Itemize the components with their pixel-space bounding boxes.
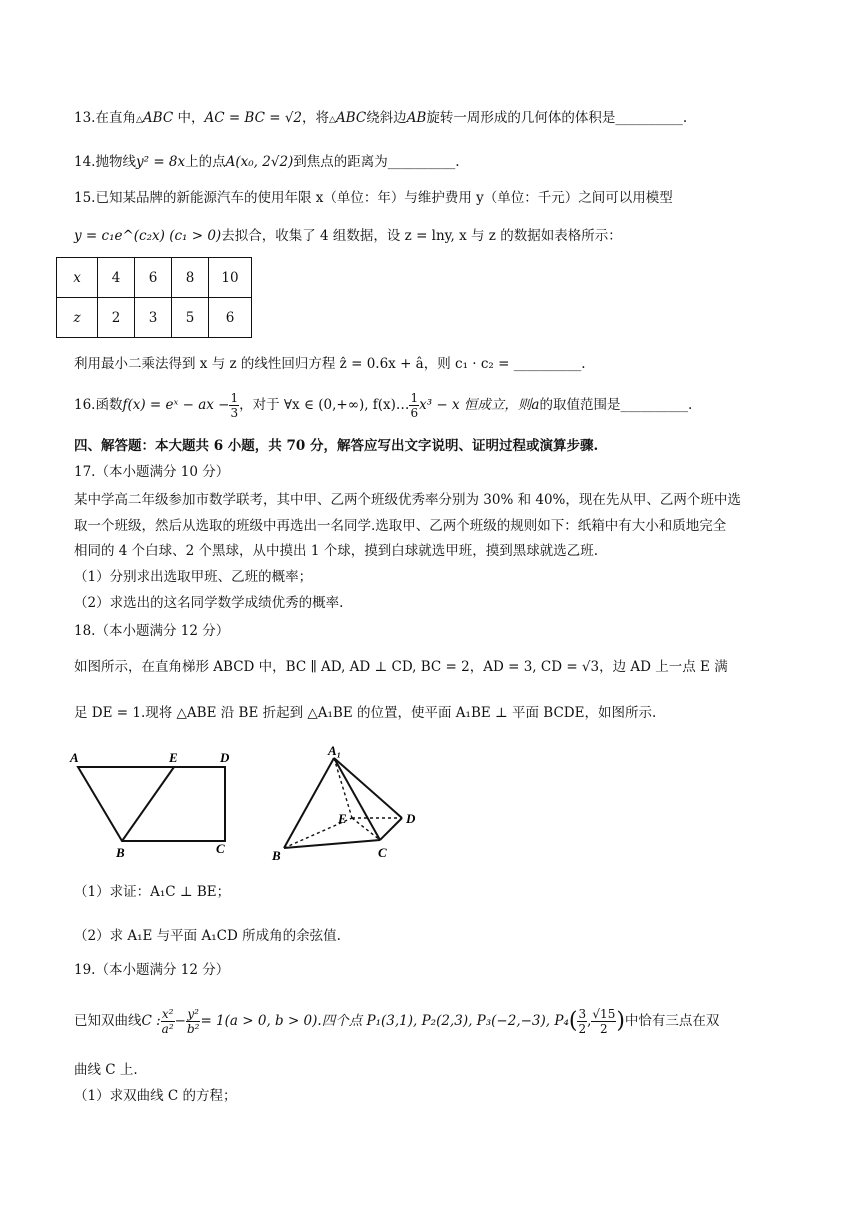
- q19-heading: 19.（本小题满分 12 分）: [74, 962, 230, 978]
- fraction: [229, 391, 239, 420]
- q16-function: f(x) = eˣ − ax −: [122, 397, 230, 413]
- fraction-denominator: 2: [578, 1022, 587, 1036]
- fraction-denominator: a²: [161, 1022, 174, 1036]
- paren-close: ): [616, 1008, 625, 1034]
- q13-mid3: 绕斜边: [366, 110, 407, 126]
- q19-line1: 已知双曲线C : $\frac{\text{x²}}{\text{a²}}$ − $\frac{\text{y²}}{\text{b²}}$ = 1(a > 0, b > 0).四个点 P₁(3,1), P₂(2,3), P₃(−2,−3), P₄( $\frac{3}{2}$ , $\frac{√15}{2}$ )中恰有三点在双: [74, 1007, 720, 1036]
- q17-heading: 17.（本小题满分 10 分）: [74, 464, 230, 480]
- table-cell: 4: [98, 258, 135, 298]
- q13-equation: AC = BC = √2: [204, 110, 303, 126]
- label-d: D: [406, 811, 416, 826]
- q18-heading: 18.（本小题满分 12 分）: [74, 623, 230, 639]
- fraction-numerator: y²: [187, 1007, 199, 1021]
- table-cell: 8: [172, 258, 209, 298]
- fraction-numerator: 3: [578, 1007, 587, 1021]
- table-row-header: x: [57, 258, 98, 298]
- q19-subquestion-1: （1）求双曲线 C 的方程；: [74, 1088, 237, 1104]
- q14-tail: 到焦点的距离为__________.: [293, 154, 460, 170]
- section-heading: 四、解答题：本大题共 6 小题，共 70 分，解答应写出文字说明、证明过程或演算步骤.: [74, 438, 599, 454]
- triangle-symbol: △: [135, 115, 143, 125]
- table-cell: 6: [135, 258, 172, 298]
- table-cell: 5: [172, 298, 209, 338]
- q19-c: C :: [141, 1013, 161, 1029]
- q16-a: a: [531, 397, 540, 413]
- q17-paragraph-line: 某中学高二年级参加市数学联考，其中甲、乙两个班级优秀率分别为 30% 和 40%，现在先从甲、乙两个班中选: [74, 492, 741, 508]
- q13-tail: 旋转一周形成的几何体的体积是__________.: [426, 110, 688, 126]
- q19-condition: = 1(a > 0, b > 0): [200, 1013, 318, 1029]
- q19-tail: 中恰有三点在双: [624, 1013, 720, 1029]
- q13-ab: AB: [406, 110, 427, 126]
- trapezoid-figure: [60, 745, 260, 865]
- question-14: [74, 152, 800, 172]
- label-e: E: [169, 750, 178, 765]
- q13-lead: 13.在直角: [74, 110, 136, 126]
- q14-equation: y² = 8x: [135, 154, 186, 170]
- q17-subquestion-1: （1）分别求出选取甲班、乙班的概率；: [74, 569, 313, 585]
- question-13: [74, 108, 800, 130]
- q13-mid2: ，将: [302, 110, 330, 126]
- q14-lead: 14.抛物线: [74, 154, 136, 170]
- fraction-denominator: 6: [410, 406, 419, 420]
- table-row-header: z: [57, 298, 98, 338]
- table-cell: 10: [209, 258, 252, 298]
- table-cell: 6: [209, 298, 252, 338]
- question-15-line3: 利用最小二乘法得到 x 与 z 的线性回归方程 ẑ = 0.6x + â，则 c₁ · c₂ = __________.: [74, 356, 586, 372]
- label-c: C: [216, 841, 225, 856]
- label-d: D: [220, 750, 230, 765]
- triangle-symbol: △: [329, 115, 336, 125]
- pyramid-figure: [262, 740, 432, 866]
- fraction: [186, 1007, 201, 1036]
- fraction-numerator: √15: [592, 1007, 616, 1021]
- fraction-denominator: 3: [230, 406, 239, 420]
- fraction-numerator: 1: [410, 391, 419, 405]
- q14-mid: 上的点: [185, 154, 226, 170]
- table-row: [57, 298, 252, 338]
- q18-paragraph-line: 足 DE = 1.现将 △ABE 沿 BE 折起到 △A₁BE 的位置，使平面 A₁BE ⊥ 平面 BCDE，如图所示.: [74, 705, 657, 721]
- paren-open: (: [568, 1008, 578, 1034]
- q16-mid2: x³ − x 恒成立，则: [419, 397, 532, 413]
- q19-lead: 已知双曲线: [74, 1013, 142, 1029]
- question-16: [74, 388, 800, 422]
- fraction-denominator: b²: [186, 1022, 200, 1036]
- q18-subquestion-2: （2）求 A₁E 与平面 A₁CD 所成角的余弦值.: [74, 928, 341, 944]
- q17-paragraph-line: 相同的 4 个白球、2 个黑球，从中摸出 1 个球，摸到白球就选甲班，摸到黑球就选乙班.: [74, 543, 599, 559]
- minus-sign: −: [174, 1013, 186, 1029]
- table-cell: 3: [135, 298, 172, 338]
- q19-points: .四个点 P₁(3,1), P₂(2,3), P₃(−2,−3), P₄: [317, 1013, 569, 1029]
- q16-mid: ，对于 ∀x ∈ (0,+∞), f(x)…: [239, 397, 410, 413]
- data-table: [56, 257, 252, 338]
- q14-point: A(x₀, 2√2): [225, 154, 294, 170]
- fraction: [577, 1007, 587, 1036]
- q13-mid1: 中，: [173, 110, 205, 126]
- fraction: [591, 1007, 616, 1036]
- q16-lead: 16.函数: [74, 397, 123, 413]
- label-b: B: [116, 845, 125, 860]
- fraction: [161, 1007, 175, 1036]
- q16-tail: 的取值范围是__________.: [539, 397, 693, 413]
- table-row: [57, 258, 252, 298]
- question-15-line1: 15.已知某品牌的新能源汽车的使用年限 x（单位：年）与维护费用 y（单位：千元）之间可以用模型: [74, 190, 673, 206]
- q17-subquestion-2: （2）求选出的这名同学数学成绩优秀的概率.: [74, 595, 344, 611]
- q15-line2-text: 去拟合，收集了 4 组数据，设 z = lny, x 与 z 的数据如表格所示：: [221, 228, 622, 244]
- table-cell: 2: [98, 298, 135, 338]
- question-15-line2: [74, 226, 800, 246]
- fraction-numerator: x²: [161, 1007, 174, 1021]
- label-a: A: [70, 750, 79, 765]
- label-e: E: [338, 811, 347, 826]
- fraction-denominator: 2: [600, 1022, 608, 1036]
- q17-paragraph-line: 取一个班级，然后从选取的班级中再选出一名同学.选取甲、乙两个班级的规则如下：纸箱中有大小和质地完全: [74, 518, 727, 534]
- fraction-numerator: 1: [230, 391, 239, 405]
- fraction: [409, 391, 419, 420]
- q19-line2: 曲线 C 上.: [74, 1062, 138, 1078]
- q13-abc: ABC: [335, 110, 367, 126]
- q18-paragraph-line: 如图所示，在直角梯形 ABCD 中，BC ∥ AD, AD ⊥ CD, BC = 2，AD = 3, CD = √3，边 AD 上一点 E 满: [74, 659, 728, 675]
- label-a1: A₁: [328, 743, 342, 758]
- label-c: C: [378, 845, 387, 860]
- q13-abc: ABC: [142, 110, 174, 126]
- q18-subquestion-1: （1）求证：A₁C ⊥ BE；: [74, 884, 231, 900]
- q15-model: y = c₁e^(c₂x) (c₁ > 0): [74, 228, 222, 244]
- label-b: B: [272, 848, 281, 863]
